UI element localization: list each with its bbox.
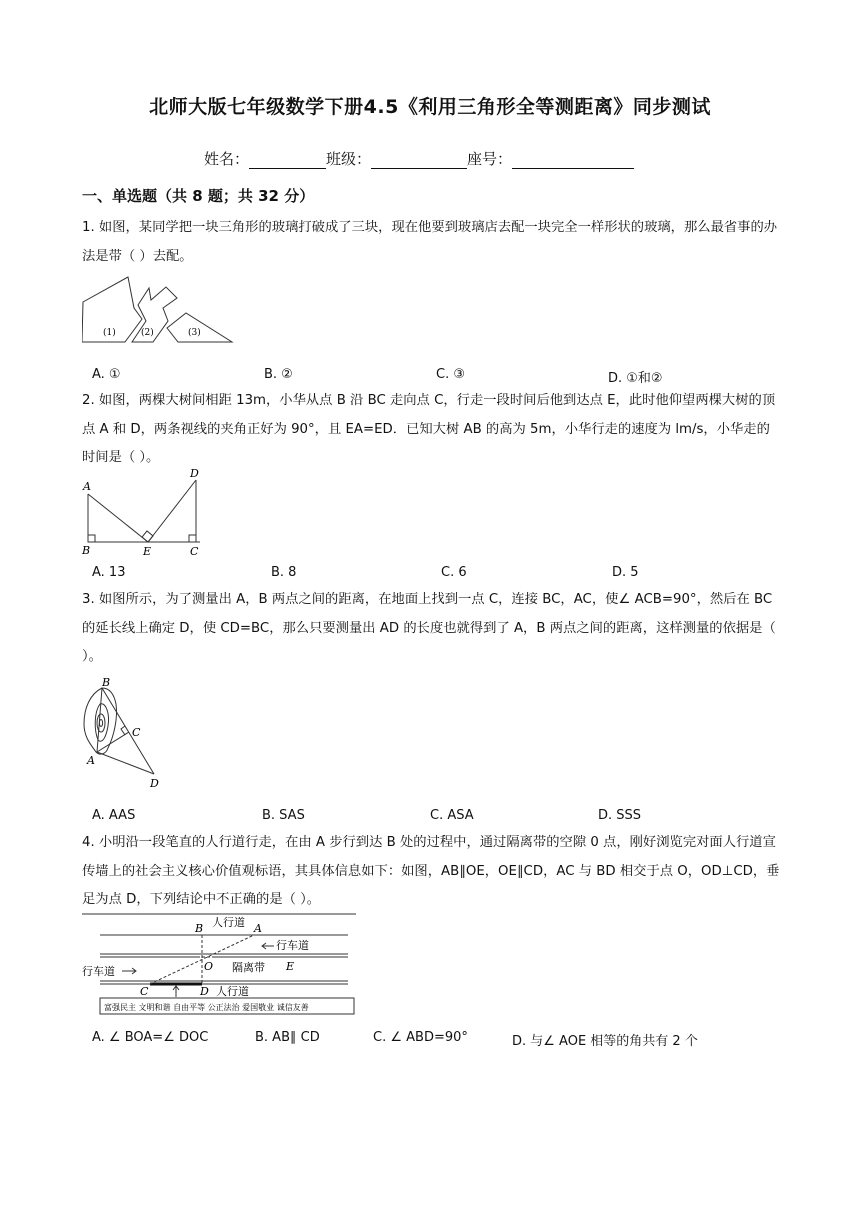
point-c-label: C: [140, 985, 149, 998]
question-1-option-b[interactable]: B. ②: [264, 367, 293, 382]
question-1-figure: [82, 274, 234, 348]
slogan-banner: 富强民主 文明和谐 自由平等 公正法治 爱国敬业 诚信友善: [104, 1003, 309, 1012]
student-info-line: [204, 148, 634, 169]
point-c-label: C: [132, 726, 141, 739]
question-2-option-c[interactable]: C. 6: [441, 565, 467, 580]
point-b-label: B: [82, 544, 91, 557]
question-3-option-c[interactable]: C. ASA: [430, 808, 474, 823]
question-3-option-d[interactable]: D. SSS: [598, 808, 642, 823]
sidewalk-bottom-label: 人行道: [216, 985, 249, 998]
point-a-label: A: [87, 754, 95, 767]
question-4-figure: [82, 913, 358, 1017]
question-4-option-b[interactable]: B. AB∥ CD: [255, 1030, 320, 1045]
median-strip-label: 隔离带: [232, 961, 265, 974]
point-d-label: D: [190, 467, 199, 480]
question-1-option-a[interactable]: A. ①: [92, 367, 121, 382]
class-label: 班级：: [326, 150, 372, 168]
point-c-label: C: [190, 545, 199, 558]
piece-label-3: (3): [188, 328, 201, 338]
question-2-option-b[interactable]: B. 8: [271, 565, 297, 580]
seat-label: 座号：: [467, 150, 513, 168]
point-b-label: B: [195, 922, 204, 935]
point-a-label: A: [254, 922, 262, 935]
name-blank: [249, 153, 326, 169]
question-2-text: 2. 如图，两棵大树间相距 13m，小华从点 B 沿 BC 走向点 C，行走一段时间后他到达点 E，此时他仰望两棵大树的顶点 A 和 D，两条视线的夹角正好为 90°，且 EA=ED．已知大树 AB 的高为 5m，小华行走的速度为 lm/s，小华走的时间是（ ）。: [82, 393, 776, 465]
piece-label-2: (2): [141, 328, 154, 338]
question-1-text: 1. 如图，某同学把一块三角形的玻璃打破成了三块，现在他要到玻璃店去配一块完全一样形状的玻璃，那么最省事的办法是带（ ）去配。: [82, 220, 778, 264]
point-a-label: A: [83, 480, 91, 493]
question-4-option-a[interactable]: A. ∠ BOA=∠ DOC: [92, 1030, 209, 1045]
lane-bottom-label: 行车道: [82, 965, 115, 978]
name-label: 姓名：: [204, 150, 250, 168]
question-3-figure: [78, 674, 170, 794]
question-1-option-c[interactable]: C. ③: [436, 367, 465, 382]
piece-label-1: (1): [103, 328, 116, 338]
point-e-label: E: [286, 960, 295, 973]
class-blank: [371, 153, 467, 169]
seat-blank: [512, 153, 634, 169]
question-2-option-a[interactable]: A. 13: [92, 565, 126, 580]
question-2-figure: [80, 466, 204, 558]
question-4-option-c[interactable]: C. ∠ ABD=90°: [373, 1030, 468, 1045]
point-d-label: D: [150, 777, 159, 790]
page-title: 北师大版七年级数学下册4.5《利用三角形全等测距离》同步测试: [149, 96, 711, 118]
point-d-label: D: [200, 985, 209, 998]
lane-top-label: 行车道: [276, 939, 309, 952]
question-1-option-d[interactable]: D. ①和②: [608, 371, 663, 386]
question-3-option-b[interactable]: B. SAS: [262, 808, 305, 823]
section-heading: 一、单选题（共 8 题；共 32 分）: [82, 187, 315, 205]
question-4-option-d[interactable]: D. 与∠ AOE 相等的角共有 2 个: [512, 1034, 698, 1049]
question-2-option-d[interactable]: D. 5: [612, 565, 639, 580]
point-o-label: O: [204, 960, 214, 973]
question-3-option-a[interactable]: A. AAS: [92, 808, 136, 823]
question-3-text: 3. 如图所示，为了测量出 A，B 两点之间的距离，在地面上找到一点 C，连接 BC，AC，使∠ ACB=90°，然后在 BC 的延长线上确定 D，使 CD=BC，那么只要测量出 AD 的长度也就得到了 A，B 两点之间的距离，这样测量的依据是（ ）。: [82, 592, 776, 664]
question-4-text: 4. 小明沿一段笔直的人行道行走，在由 A 步行到达 B 处的过程中，通过隔离带的空隙 0 点，刚好浏览完对面人行道宣传墙上的社会主义核心价值观标语，其具体信息如下：如图，AB∥OE，OE∥CD，AC 与 BD 相交于点 O，OD⊥CD，垂足为点 D，下列结论中不正确的是（ ）。: [82, 835, 780, 907]
point-e-label: E: [143, 545, 152, 558]
point-b-label: B: [102, 676, 111, 689]
sidewalk-top-label: 人行道: [212, 916, 245, 929]
